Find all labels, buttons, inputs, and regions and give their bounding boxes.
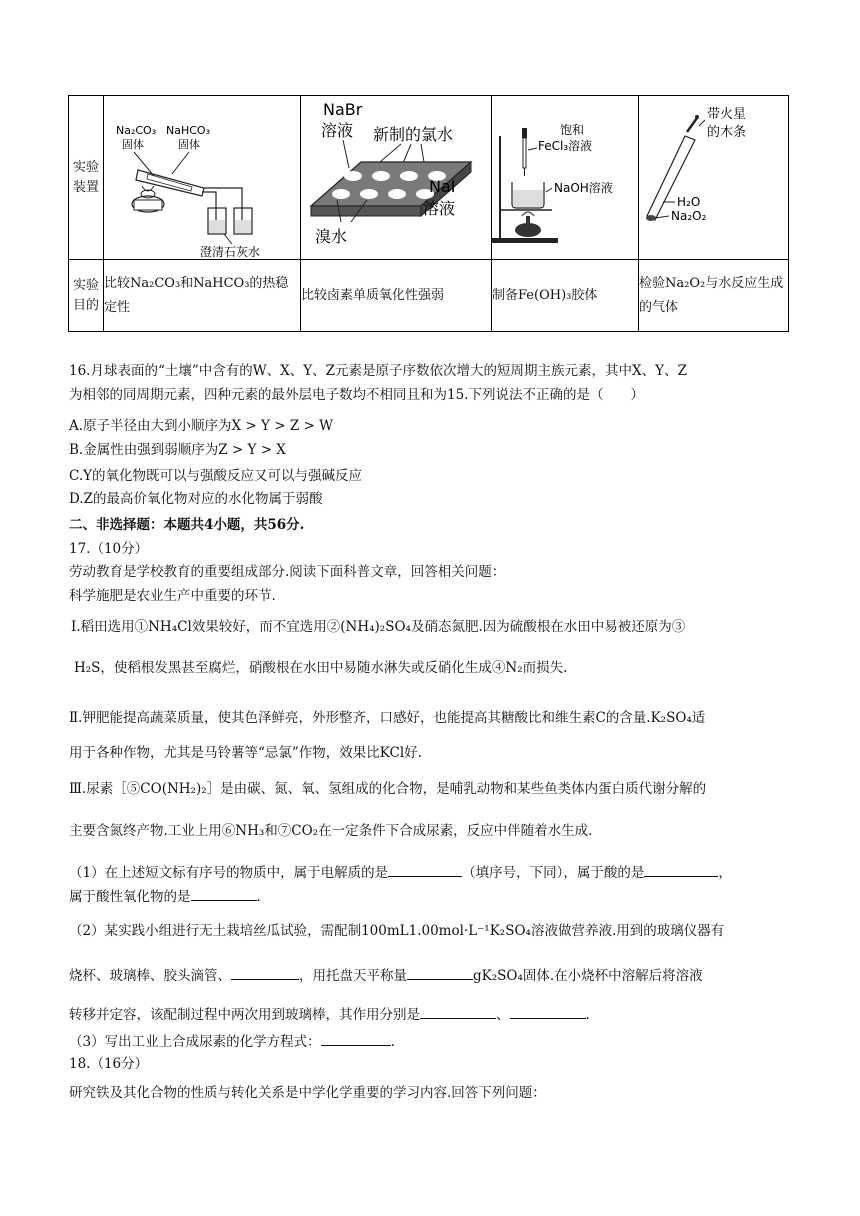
q16-stem-line-2: 为相邻的同周期元素，四种元素的最外层电子数均不相同且和为15.下列说法不正确的是（ ） bbox=[69, 387, 644, 403]
purpose-text-4: 检验Na₂O₂与水反应生成的气体 bbox=[639, 275, 784, 315]
beaker-limewater-1 bbox=[208, 208, 226, 234]
beaker-limewater-2 bbox=[234, 208, 252, 234]
table-row-purpose bbox=[69, 260, 789, 332]
purpose-cell-4 bbox=[639, 260, 789, 332]
halogen-spot-plate-diagram bbox=[301, 96, 491, 259]
q16-option-d: D.Z的最高价氧化物对应的水化物属于弱酸 bbox=[69, 491, 323, 507]
sq2-text-d: gK₂SO₄固体.在小烧杯中溶解后将溶液 bbox=[473, 968, 703, 984]
sodium-peroxide-test-diagram bbox=[639, 96, 789, 259]
dropper-icon bbox=[522, 128, 527, 176]
q17-paragraph-2-line-2: 用于各种作物，尤其是马铃薯等“忌氯”作物，效果比KCl好. bbox=[69, 745, 422, 761]
sq1-text-c: ， bbox=[718, 865, 732, 881]
label-solution-2: 溶液 bbox=[423, 199, 456, 218]
label-saturated: 饱和 bbox=[560, 123, 585, 137]
q17-subquestion-2-line-3 bbox=[69, 1004, 590, 1024]
label-fecl3: FeCl₃溶液 bbox=[538, 139, 593, 153]
q17-subquestion-1-line-1 bbox=[69, 862, 732, 882]
label-bromine-water: 溴水 bbox=[315, 227, 348, 246]
beaker-naoh bbox=[512, 182, 544, 208]
q18-intro: 研究铁及其化合物的性质与转化关系是中学化学重要的学习内容.回答下列问题： bbox=[69, 1085, 546, 1101]
q17-subquestion-2-line-1: （2）某实践小组进行无土栽培丝瓜试验，需配制100mL1.00mol·L⁻¹K₂SO₄溶液做营养液.用到的玻璃仪器有 bbox=[69, 923, 725, 939]
label-h2o: H₂O bbox=[677, 195, 701, 209]
label-nahco3: NaHCO₃ bbox=[166, 124, 210, 137]
burner-icon bbox=[515, 212, 541, 237]
label-nai: NaI bbox=[429, 177, 456, 196]
q17-intro-2: 科学施肥是农业生产中重要的环节. bbox=[69, 588, 276, 604]
sq3-text-b: . bbox=[390, 1034, 395, 1050]
label-splint: 的木条 bbox=[707, 125, 747, 140]
row-header-apparatus-text: 实验装置 bbox=[72, 159, 99, 195]
purpose-cell-3 bbox=[492, 260, 639, 332]
answer-blank-equation[interactable] bbox=[321, 1031, 391, 1046]
sq2-text-e: 转移并定容，该配制过程中两次用到玻璃棒，其作用分别是 bbox=[69, 1007, 420, 1023]
label-limewater: 澄清石灰水 bbox=[200, 245, 261, 259]
sq2-text-f: 、 bbox=[496, 1007, 510, 1023]
sq1-text-e: . bbox=[256, 889, 261, 905]
purpose-cell-1 bbox=[104, 260, 301, 332]
q17-subquestion-1-line-2 bbox=[69, 886, 261, 906]
label-solid-1: 固体 bbox=[122, 138, 144, 151]
label-nabr: NaBr bbox=[323, 100, 363, 119]
q17-number: 17.（10分） bbox=[69, 541, 149, 557]
ferric-hydroxide-colloid-diagram bbox=[492, 96, 638, 259]
sq1-text-d: 属于酸性氧化物的是 bbox=[69, 889, 191, 905]
q18-number: 18.（16分） bbox=[69, 1056, 149, 1072]
label-solid-2: 固体 bbox=[178, 138, 200, 151]
sq1-text-b: （填序号，下同），属于酸的是 bbox=[462, 865, 645, 881]
label-glowing: 带火星 bbox=[707, 107, 747, 122]
alcohol-lamp-icon bbox=[132, 186, 164, 212]
purpose-text-1: 比较Na₂CO₃和NaHCO₃的热稳定性 bbox=[104, 275, 289, 315]
section-heading: 二、非选择题：本题共4小题，共56分. bbox=[69, 517, 305, 533]
answer-blank-acid[interactable] bbox=[644, 862, 718, 877]
answer-blank-rod-use-1[interactable] bbox=[420, 1004, 496, 1019]
row-header-purpose bbox=[69, 260, 104, 332]
label-solution-1: 溶液 bbox=[321, 121, 354, 140]
q16-stem-line-1: 16.月球表面的“土壤”中含有的W、X、Y、Z元素是原子序数依次增大的短周期主族元素，其中X、Y、Z bbox=[69, 363, 687, 379]
answer-blank-electrolyte[interactable] bbox=[388, 862, 462, 877]
answer-blank-acidic-oxide[interactable] bbox=[191, 886, 257, 901]
q16-option-b: B.金属性由强到弱顺序为Z > Y > X bbox=[69, 442, 286, 458]
label-na2o2: Na₂O₂ bbox=[671, 209, 707, 223]
apparatus-cell-1 bbox=[104, 96, 301, 260]
apparatus-cell-4 bbox=[639, 96, 789, 260]
answer-blank-instrument[interactable] bbox=[231, 965, 299, 980]
label-naoh-solution: NaOH溶液 bbox=[554, 181, 613, 195]
answer-blank-rod-use-2[interactable] bbox=[510, 1004, 586, 1019]
row-header-apparatus bbox=[69, 96, 104, 260]
sq2-text-g: . bbox=[585, 1007, 590, 1023]
table-row-apparatus bbox=[69, 96, 789, 260]
purpose-text-3: 制备Fe(OH)₃胶体 bbox=[492, 287, 598, 303]
experiment-table bbox=[68, 95, 789, 332]
q17-paragraph-2-line-1: Ⅱ.钾肥能提高蔬菜质量，使其色泽鲜亮，外形整齐，口感好，也能提高其糖酸比和维生素C的含量.K₂SO₄适 bbox=[69, 710, 706, 726]
q17-paragraph-3-line-2: 主要含氮终产物.工业上用⑥NH₃和⑦CO₂在一定条件下合成尿素，反应中伴随着水生成. bbox=[69, 823, 593, 839]
q17-paragraph-3-line-1: Ⅲ.尿素［⑤CO(NH₂)₂］是由碳、氮、氧、氢组成的化合物，是哺乳动物和某些鱼类体内蛋白质代谢分解的 bbox=[69, 781, 707, 797]
q17-paragraph-1-line-1: Ⅰ.稻田选用①NH₄Cl效果较好，而不宜选用②(NH₄)₂SO₄及硝态氮肥.因为硫酸根在水田中易被还原为③ bbox=[71, 619, 686, 635]
apparatus-cell-3 bbox=[492, 96, 639, 260]
apparatus-cell-2 bbox=[301, 96, 492, 260]
sq1-text-a: （1）在上述短文标有序号的物质中，属于电解质的是 bbox=[69, 865, 389, 881]
sq3-text-a: （3）写出工业上合成尿素的化学方程式： bbox=[69, 1034, 321, 1050]
q17-intro: 劳动教育是学校教育的重要组成部分.阅读下面科普文章，回答相关问题： bbox=[69, 564, 506, 580]
q17-subquestion-2-line-2 bbox=[69, 965, 703, 985]
purpose-text-2: 比较卤素单质氧化性强弱 bbox=[301, 287, 445, 303]
q16-option-a: A.原子半径由大到小顺序为X > Y > Z > W bbox=[69, 418, 334, 434]
label-chlorine-water: 新制的氯水 bbox=[373, 125, 454, 144]
purpose-cell-2 bbox=[301, 260, 492, 332]
label-na2co3: Na₂CO₃ bbox=[116, 124, 157, 137]
q17-paragraph-1-line-2: H₂S，使稻根发黑甚至腐烂，硝酸根在水田中易随水淋失或反硝化生成④N₂而损失. bbox=[74, 660, 568, 676]
row-header-purpose-text: 实验目的 bbox=[72, 277, 99, 313]
q16-option-c: C.Y的氧化物既可以与强酸反应又可以与强碱反应 bbox=[69, 468, 363, 484]
sq2-text-b: 烧杯、玻璃棒、胶头滴管、 bbox=[69, 968, 231, 984]
answer-blank-mass[interactable] bbox=[407, 965, 473, 980]
sq2-text-c: ，用托盘天平称量 bbox=[299, 968, 407, 984]
q17-subquestion-3 bbox=[69, 1031, 395, 1051]
thermal-stability-apparatus-diagram bbox=[104, 96, 300, 259]
